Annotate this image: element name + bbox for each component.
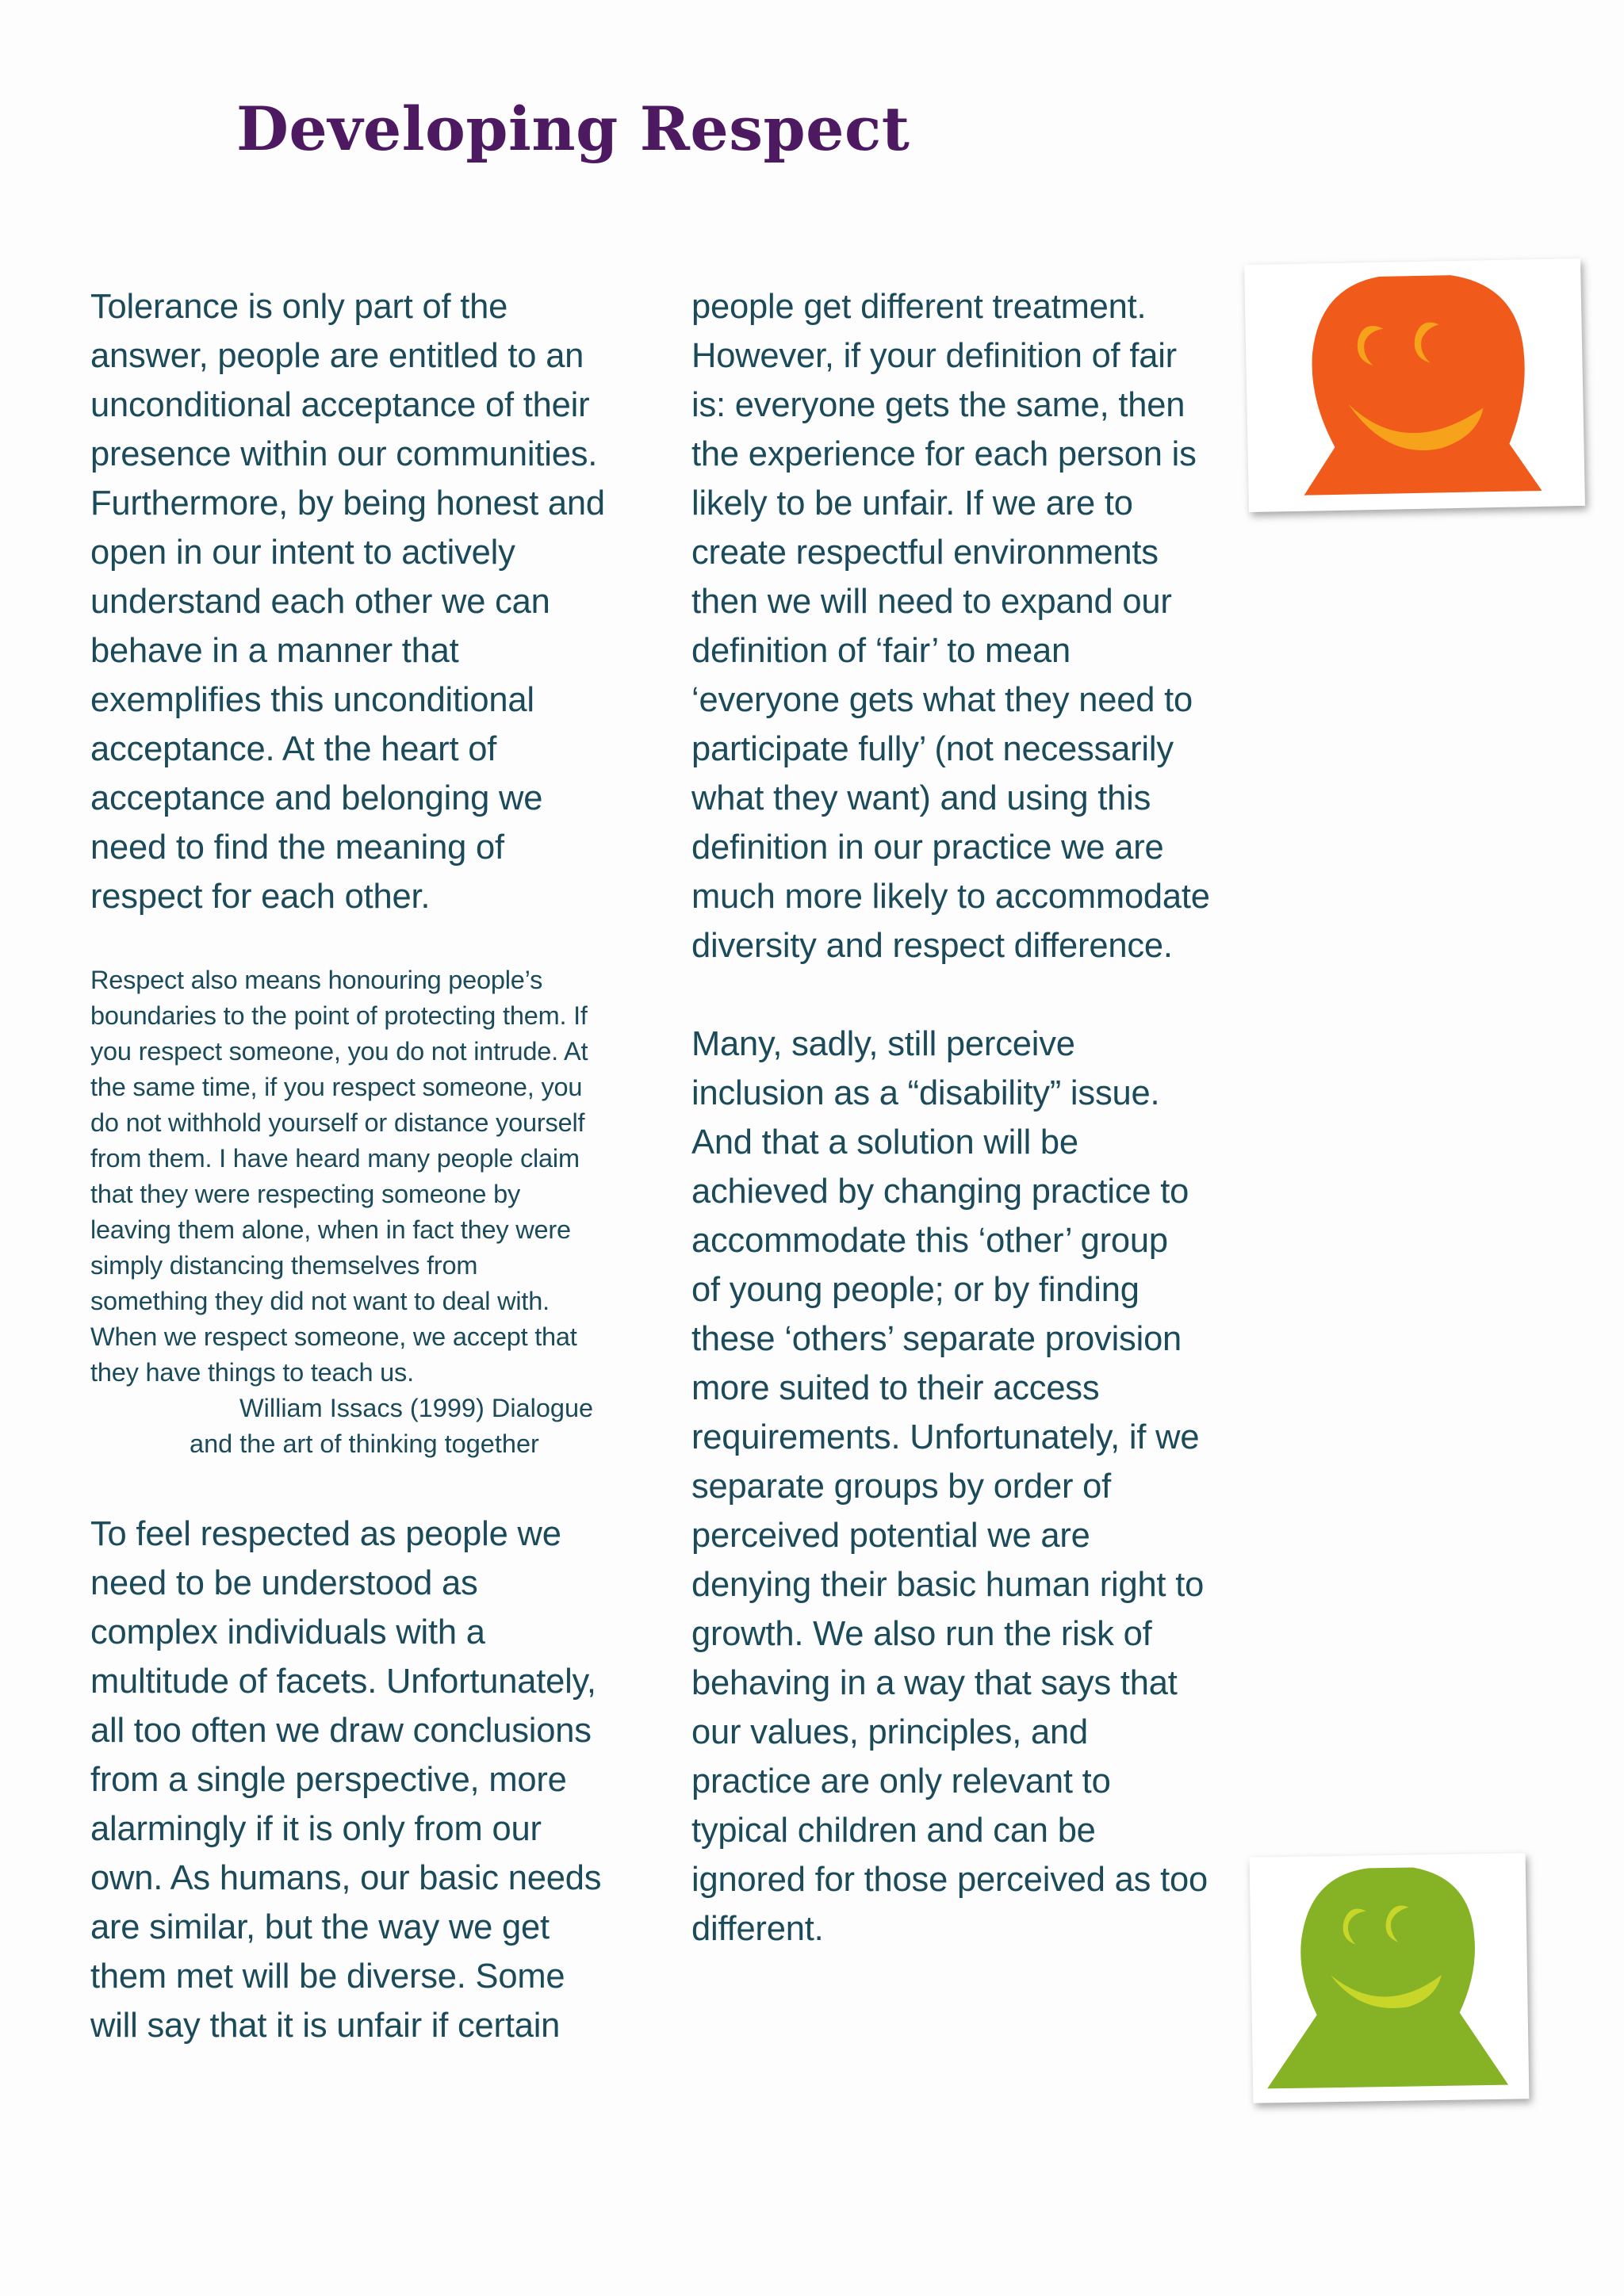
quote-attribution-author: William Issacs (1999) Dialogue (239, 1394, 594, 1422)
green-figure-photo (1250, 1853, 1530, 2103)
left-column (90, 282, 661, 2050)
inclusion-paragraph: Many, sadly, still perceive inclusion as a “disability” issue. And that a solution will be achieved by changing practice to accommodate this ‘other’ group of young people; or by finding these ‘others’ separate provision more suited to their access requirements. Unfortunately, if we separate groups by order of perceived potential we are denying their basic human right to growth. We also run the risk of behaving in a way that says that our values, principles, and practice are only relevant to typical children and can be ignored for those perceived as too different. (691, 1025, 1208, 1948)
quote-attribution-title: and the art of thinking together (190, 1429, 539, 1458)
orange-smiley-figure-icon (1244, 258, 1585, 512)
orange-figure-photo (1244, 258, 1585, 512)
page-title: Developing Respect (236, 94, 910, 164)
right-column (691, 282, 1262, 1954)
respected-paragraph: To feel respected as people we need to be understood as complex individuals with a multitude of facets. Unfortunately, all too often we draw conclusions from a single perspective, more alarmingly if it is only from our own. As humans, our basic needs are similar, but the way we get them met will be diverse. Some will say that it is unfair if certain (90, 1515, 602, 2045)
fairness-paragraph: people get different treatment. However, if your definition of fair is: everyone gets the same, then the experience for each person is likely to be unfair. If we are to create respectful environments then we will need to expand our definition of ‘fair’ to mean ‘everyone gets what they need to participate fully’ (not necessarily what they want) and using this definition in our practice we are much more likely to accommodate diversity and respect difference. (691, 288, 1210, 965)
intro-paragraph: Tolerance is only part of the answer, people are entitled to an unconditional acceptance of their presence within our communities. Furthermore, by being honest and open in our intent to actively understand each other we can behave in a manner that exemplifies this unconditional acceptance. At the heart of acceptance and belonging we need to find the meaning of respect for each other. (90, 288, 605, 916)
block-quote: Respect also means honouring people’s boundaries to the point of protecting them. If you respect someone, you do not intrude. At the same time, if you respect someone, you do not withhold yourself or distance yourself from them. I have heard many people claim that they were respecting someone by leaving them alone, when in fact they were simply distancing themselves from something they did not want to deal with. When we respect someone, we accept that they have things to teach us. (90, 966, 588, 1387)
green-smiley-figure-icon (1250, 1853, 1530, 2103)
